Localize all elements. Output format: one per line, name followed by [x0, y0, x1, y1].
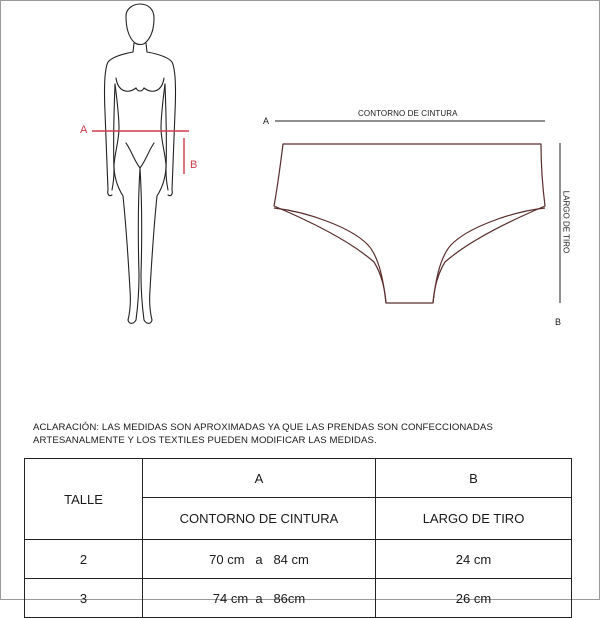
- disclaimer-line-1: ACLARACIÓN: LAS MEDIDAS SON APROXIMADAS YA QUE LAS PRENDAS SON CONFECCIONADAS: [33, 422, 493, 433]
- waist-cell: 74 cm a 86cm: [143, 579, 376, 618]
- size-cell: 2: [25, 540, 143, 579]
- disclaimer-note: [33, 421, 553, 447]
- table-header-row: [25, 459, 572, 498]
- col-a-label: CONTORNO DE CINTURA: [143, 498, 376, 540]
- body-label-b: B: [190, 159, 198, 171]
- disclaimer-line-2: ARTESANALMENTE Y LOS TEXTILES PUEDEN MODIFICAR LAS MEDIDAS.: [33, 435, 377, 446]
- panty-outline: [274, 144, 545, 303]
- waist-label: CONTORNO DE CINTURA: [358, 109, 458, 118]
- panty-label-b: B: [555, 317, 562, 327]
- rise-cell: 26 cm: [376, 579, 572, 618]
- rise-cell: 24 cm: [376, 540, 572, 579]
- mannequin-figure: [104, 4, 175, 323]
- size-cell: 3: [25, 579, 143, 618]
- col-b-label: LARGO DE TIRO: [376, 498, 572, 540]
- table-row: [25, 579, 572, 618]
- table-row: [25, 540, 572, 579]
- rise-label: LARGO DE TIRO: [561, 190, 571, 254]
- size-table: [24, 458, 572, 618]
- panty-label-a: A: [263, 116, 270, 126]
- col-a-letter: A: [143, 459, 376, 498]
- size-header: TALLE: [25, 459, 143, 540]
- body-label-a: A: [80, 124, 88, 136]
- waist-cell: 70 cm a 84 cm: [143, 540, 376, 579]
- col-b-letter: B: [376, 459, 572, 498]
